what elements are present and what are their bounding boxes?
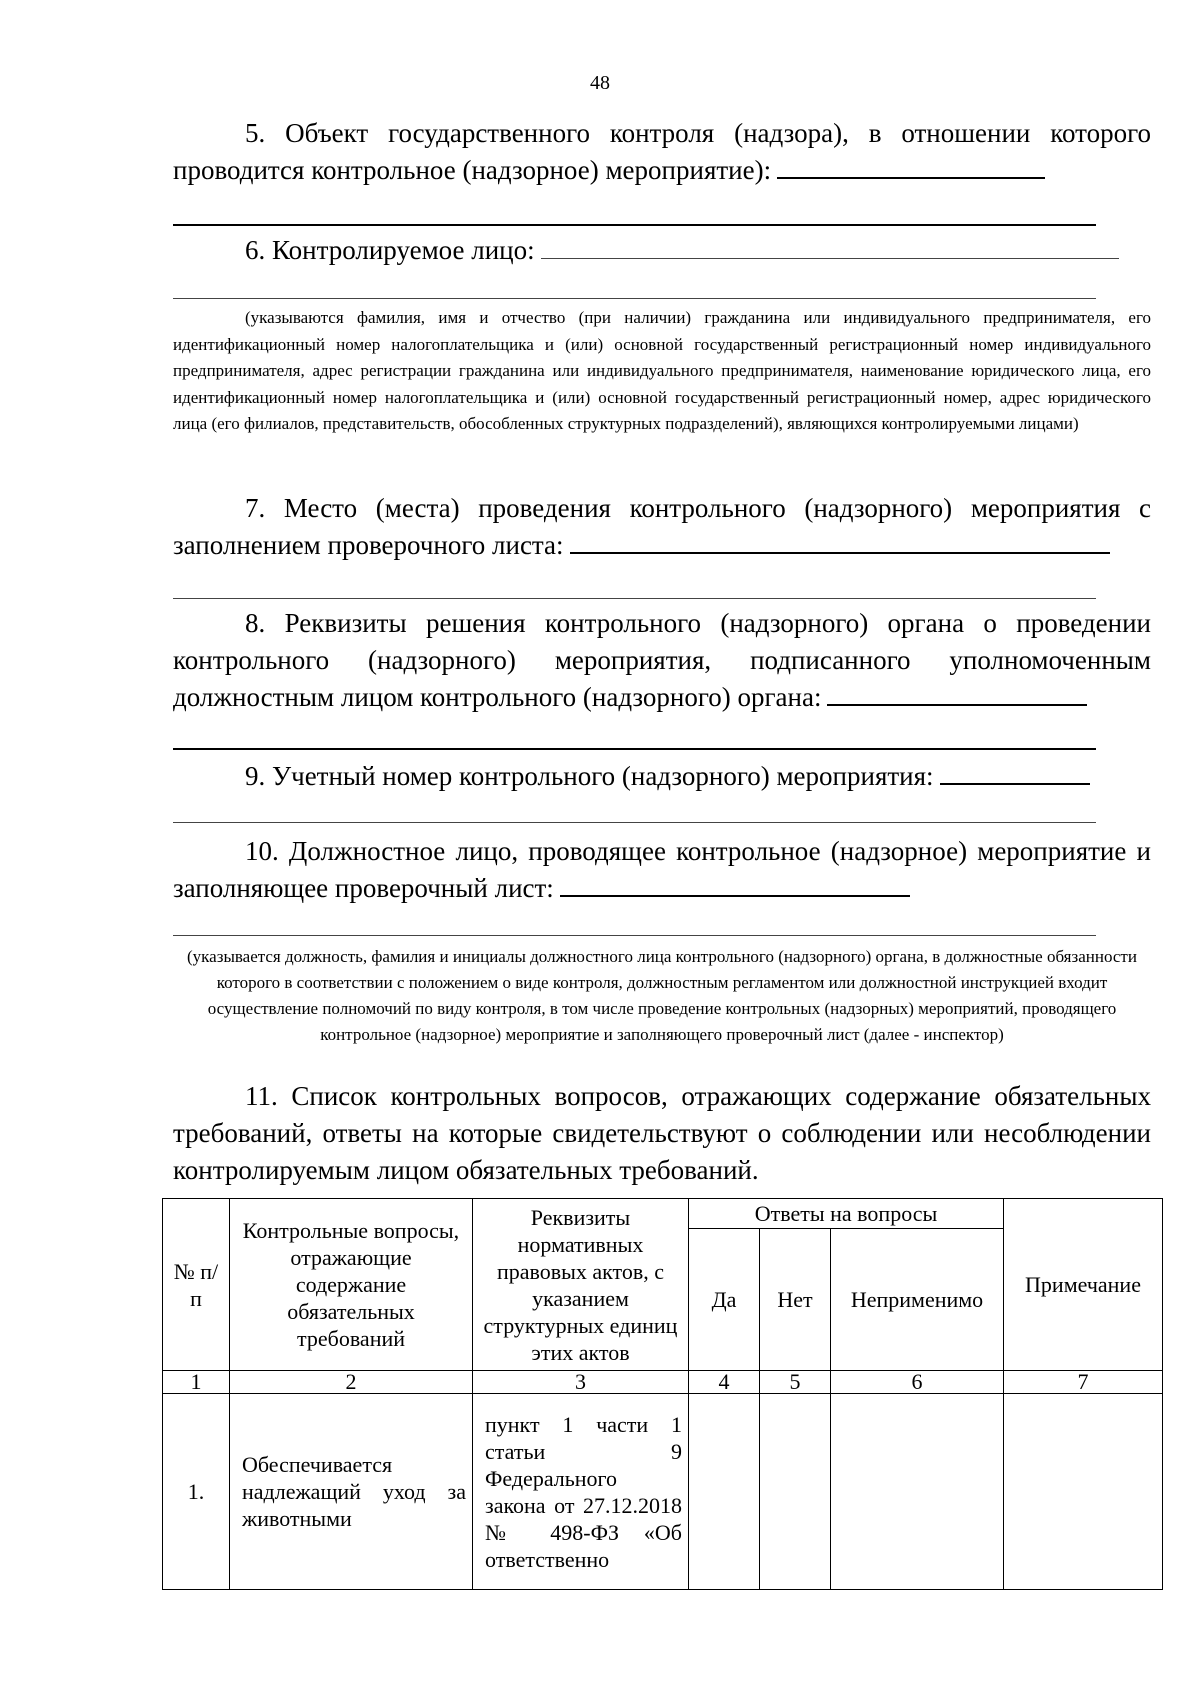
item-7-blank-line	[173, 598, 1096, 599]
header-yes: Да	[689, 1229, 760, 1371]
header-answers: Ответы на вопросы	[689, 1199, 1004, 1229]
item-6-text: 6. Контролируемое лицо:	[173, 232, 1151, 269]
column-number: 4	[689, 1371, 760, 1394]
row-question: Обеспечивается надлежащий уход за животными	[230, 1394, 473, 1590]
column-number: 5	[760, 1371, 831, 1394]
item-6-fill-line	[541, 257, 1119, 259]
column-number: 1	[163, 1371, 230, 1394]
item-9-blank-line	[173, 822, 1096, 823]
table-column-number-row	[163, 1371, 1163, 1394]
item-10-note: (указывается должность, фамилия и инициалы должностного лица контрольного (надзорного) органа, в должностные обязанности которого в соответствии с положением о виде контроля, должностным регламентом или должностной инструкцией входит осуществление полномочий по виду контроля, в том числе проведение контрольных (надзорных) мероприятий, проводящего контрольное (надзорное) мероприятие и заполняющего проверочный лист (далее - инспектор)	[187, 947, 1137, 1044]
item-6-blank-line	[173, 298, 1096, 299]
column-number: 3	[473, 1371, 689, 1394]
column-number: 7	[1004, 1371, 1163, 1394]
header-no: Нет	[760, 1229, 831, 1371]
column-number: 6	[831, 1371, 1004, 1394]
header-na: Неприменимо	[831, 1229, 1004, 1371]
row-answer-na[interactable]	[831, 1394, 1004, 1590]
item-11-text: 11. Список контрольных вопросов, отражающих содержание обязательных требований, ответы на которые свидетельствуют о соблюдении или несоблюдении контролируемым лицом обязательных требований.	[173, 1081, 1151, 1185]
item-9-fill-line	[940, 782, 1090, 785]
table-row	[163, 1394, 1163, 1590]
column-number: 2	[230, 1371, 473, 1394]
item-6-note: (указываются фамилия, имя и отчество (при наличии) гражданина или индивидуального предпринимателя, его идентификационный номер налогоплательщика и (или) основной государственный регистрационный номер индивидуального предпринимателя, адрес регистрации гражданина или индивидуального предпринимателя, наименование юридического лица, его идентификационный номер налогоплательщика и (или) основной государственный регистрационный номер, адрес юридического лица (его филиалов, представительств, обособленных структурных подразделений), являющихся контролируемыми лицами)	[173, 308, 1151, 433]
table-header-row-1	[163, 1199, 1163, 1229]
item-5-text: 5. Объект государственного контроля (надзора), в отношении которого проводится контрольное (надзорное) мероприятие):	[173, 118, 1151, 185]
row-answer-no[interactable]	[760, 1394, 831, 1590]
row-requisites: пункт 1 части 1 статьи 9 Федерального закона от 27.12.2018 № 498-ФЗ «Об ответственно	[473, 1394, 689, 1590]
header-questions: Контрольные вопросы, отражающие содержание обязательных требований	[230, 1199, 473, 1371]
item-10-text: 10. Должностное лицо, проводящее контрольное (надзорное) мероприятие и заполняющее проверочный лист:	[173, 836, 1151, 903]
item-5-blank-line	[173, 224, 1096, 226]
item-10-blank-line	[173, 935, 1096, 936]
item-10-fill-line	[560, 894, 910, 897]
row-num: 1.	[163, 1394, 230, 1590]
item-5-fill-line	[777, 176, 1045, 179]
header-num: № п/п	[163, 1199, 230, 1371]
item-8-fill-line	[827, 703, 1087, 706]
checklist-table	[162, 1198, 1163, 1590]
item-7-fill-line	[570, 551, 1110, 554]
header-requisites: Реквизиты нормативных правовых актов, с указанием структурных единиц этих актов	[473, 1199, 689, 1371]
item-7-text: 7. Место (места) проведения контрольного (надзорного) мероприятия с заполнением проверочного листа:	[173, 493, 1151, 560]
item-8-text: 8. Реквизиты решения контрольного (надзорного) органа о проведении контрольного (надзорного) мероприятия, подписанного уполномоченным должностным лицом контрольного (надзорного) органа:	[173, 608, 1151, 712]
row-answer-yes[interactable]	[689, 1394, 760, 1590]
page-number: 48	[590, 72, 610, 94]
item-8-blank-line	[173, 748, 1096, 750]
header-note: Примечание	[1004, 1199, 1163, 1371]
row-note[interactable]	[1004, 1394, 1163, 1590]
item-9-text: 9. Учетный номер контрольного (надзорного) мероприятия:	[173, 758, 1151, 795]
